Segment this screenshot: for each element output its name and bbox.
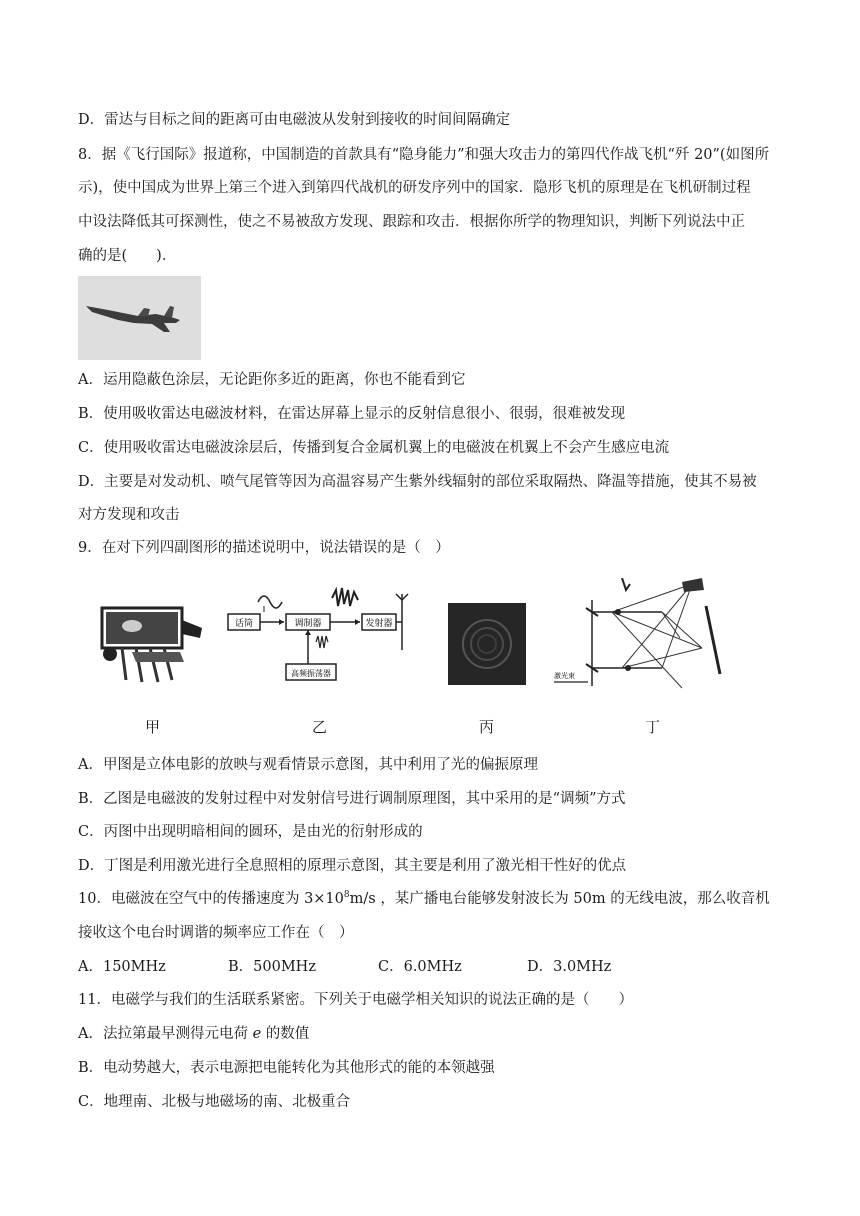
q8-option-a: A．运用隐蔽色涂层，无论距你多近的距离，你也不能看到它	[78, 372, 466, 388]
q8-stem-line4: 确的是( )．	[78, 248, 177, 264]
q10-stem-line1	[78, 889, 770, 909]
q8-stem-line2: 示)，使中国成为世界上第三个进入到第四代战机的研发序列中的国家．隐形飞机的原理是在飞机研制过程	[78, 180, 751, 196]
caption-jia: 甲	[145, 718, 161, 736]
q9-option-a: A．甲图是立体电影的放映与观看情景示意图，其中利用了光的偏振原理	[78, 757, 538, 773]
jet-icon	[78, 276, 201, 360]
q10-stem-post: ，某广播电台能够发射波长为 50m 的无线电波，那么收音机	[380, 891, 770, 907]
speed-exponent: 8	[343, 890, 350, 901]
figure-bing-diffraction-rings	[448, 603, 526, 685]
q10-stem-line2: 接收这个电台时调谐的频率应工作在（ ）	[78, 925, 354, 941]
q9-option-c: C．丙图中出现明暗相间的圆环，是由光的衍射形成的	[78, 824, 423, 840]
q11-stem: 11．电磁学与我们的生活联系紧密。下列关于电磁学相关知识的说法正确的是（ ）	[78, 992, 633, 1008]
q9-option-b: B．乙图是电磁波的发射过程中对发射信号进行调制原理图，其中采用的是“调频”方式	[78, 791, 626, 807]
transmitter-box-label: 发射器	[365, 619, 393, 629]
q7-option-d: D．雷达与目标之间的距离可由电磁波从发射到接收的时间间隔确定	[78, 112, 511, 128]
q10-stem-pre: 10．电磁波在空气中的传播速度为	[78, 891, 300, 907]
q11-option-a	[78, 1024, 309, 1044]
q8-option-b: B．使用吸收雷达电磁波材料，在雷达屏幕上显示的反射信息很小、很弱，很难被发现	[78, 406, 626, 422]
q10-option-c: C．6.0MHz	[378, 959, 462, 975]
q11-a-post: 的数值	[261, 1026, 310, 1042]
q8-stem-line1: 8．据《飞行国际》报道称，中国制造的首款具有“隐身能力”和强大攻击力的第四代作战飞机“歼 20”(如图所	[78, 147, 770, 163]
laser-beam-label: 激光束	[554, 672, 575, 680]
q9-stem: 9．在对下列四副图形的描述说明中，说法错误的是（ ）	[78, 540, 450, 556]
figure-ding-holography	[552, 578, 722, 696]
caption-ding: 丁	[645, 718, 661, 736]
q8-option-d-line1: D．主要是对发动机、喷气尾管等因为高温容易产生紫外线辐射的部位采取隔热、降温等措施，使其不易被	[78, 474, 757, 490]
q11-option-b: B．电动势越大，表示电源把电能转化为其他形式的能的本领越强	[78, 1060, 495, 1076]
q8-option-c: C．使用吸收雷达电磁波涂层后，传播到复合金属机翼上的电磁波在机翼上不会产生感应电流	[78, 440, 670, 456]
modulator-box-label: 调制器	[294, 619, 322, 629]
q8-option-d-line2: 对方发现和攻击	[78, 507, 180, 523]
q11-a-charge-symbol: e	[252, 1026, 262, 1042]
caption-bing: 丙	[479, 718, 495, 736]
oscillator-box-label: 高频振荡器	[291, 669, 331, 678]
speed-unit: m/s	[349, 891, 376, 907]
q10-option-d: D．3.0MHz	[527, 959, 612, 975]
q10-option-a: A．150MHz	[78, 959, 166, 975]
q8-stem-line3: 中设法降低其可探测性，使之不易被敌方发现、跟踪和攻击．根据你所学的物理知识，判断下列说法中正	[78, 214, 745, 230]
figure-jia-3d-cinema	[92, 590, 212, 690]
caption-yi: 乙	[312, 718, 328, 736]
speed-base: 3×10	[304, 891, 344, 907]
figure-yi-modulation-diagram	[224, 584, 414, 694]
q10-option-b: B．500MHz	[228, 959, 316, 975]
q10-speed-formula	[304, 891, 376, 907]
q11-option-c: C．地理南、北极与地磁场的南、北极重合	[78, 1094, 351, 1110]
q9-option-d: D．丁图是利用激光进行全息照相的原理示意图，其主要是利用了激光相干性好的优点	[78, 858, 627, 874]
q11-a-pre: A．法拉第最早测得元电荷	[78, 1026, 253, 1042]
mic-box-label: 话筒	[234, 619, 254, 629]
stealth-jet-photo	[78, 276, 201, 360]
